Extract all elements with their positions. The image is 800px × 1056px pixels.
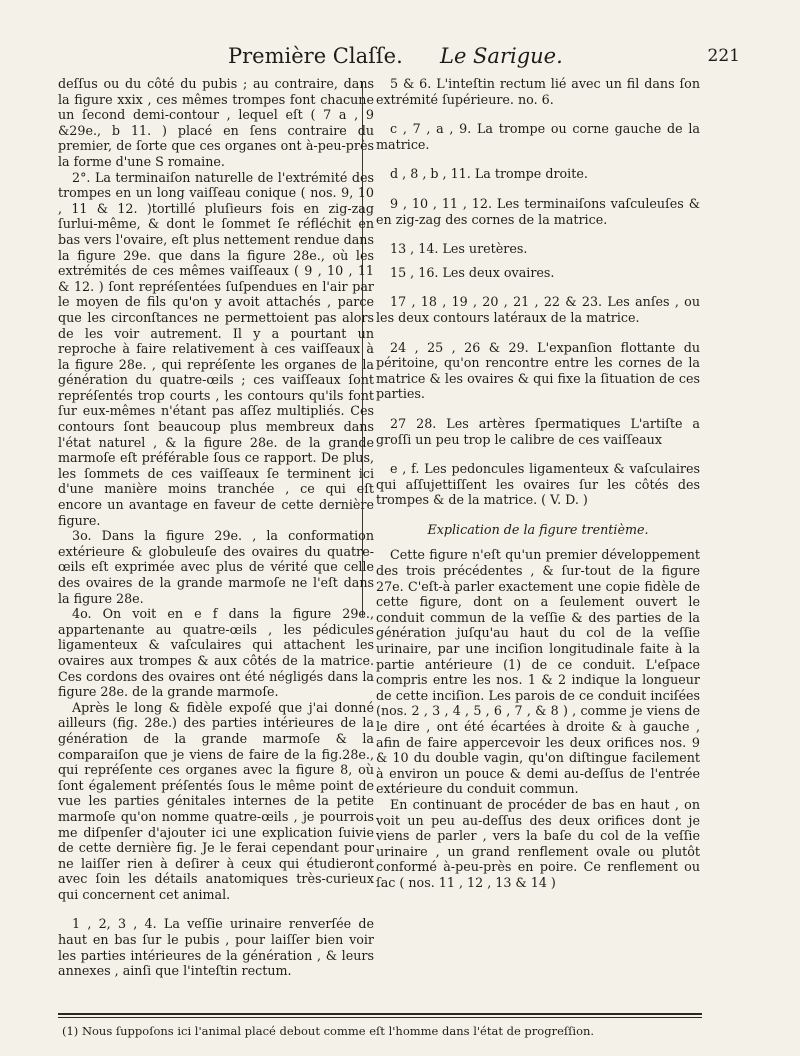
paragraph: En continuant de procéder de bas en haut , on voit un peu au-deſſus des deux orifices dont je viens de parler , vers la baſe du col de la veſſie urinaire , un grand renflement ovale ou plutôt conformé à-peu-près en poire. Ce renflement ou ſac ( nos. 11 , 12 , 13 & 14 ) [376, 796, 700, 890]
paragraph: 3o. Dans la figure 29e. , la conformation extérieure & globuleuſe des ovaires du quatre-œils eſt exprimée avec plus de vérité que celle des ovaires de la grande marmoſe ne l'eſt dans la figure 28e. [58, 528, 374, 606]
paragraph: 4o. On voit en e f dans la figure 29e., appartenante au quatre-œils , les pédicules ligamenteux & vaſculaires qui attachent les ovaires aux trompes & aux côtés de la matrice. Ces cordons des ovaires ont été négligés dans la figure 28e. de la grande marmoſe. [58, 606, 374, 700]
legend-item: 17 , 18 , 19 , 20 , 21 , 22 & 23. Les anſes , ou les deux contours latéraux de la matrice. [376, 294, 700, 325]
legend-item: 24 , 25 , 26 & 29. L'expanſion flottante du péritoine, qu'on rencontre entre les cornes de la matrice & les ovaires & qui fixe la ſituation de ces parties. [376, 339, 700, 402]
legend-item: c , 7 , a , 9. La trompe ou corne gauche de la matrice. [376, 121, 700, 152]
legend-item: 13 , 14. Les uretères. [390, 241, 528, 257]
footnote: (1) Nous ſuppoſons ici l'animal placé debout comme eſt l'homme dans l'état de progreſſion. [62, 1024, 595, 1038]
legend-item: e , f. Les pedoncules ligamenteux & vaſculaires qui aſſujettiſſent les ovaires ſur les côtés des trompes & de la matrice. ( V. D. ) [376, 461, 700, 508]
header-class-title: Première Claſſe. [228, 44, 403, 68]
section-title: Explication de la figure trentième. [427, 521, 649, 537]
legend-item: 27 28. Les artères ſpermatiques L'artiſte a groſſi un peu trop le calibre de ces vaiſſeaux [376, 415, 700, 447]
legend-item: 9 , 10 , 11 , 12. Les terminaiſons vaſculeuſes & en zig-zag des cornes de la matrice. [376, 195, 700, 227]
legend-item: d , 8 , b , 11. La trompe droite. [390, 166, 588, 182]
paragraph: deſſus ou du côté du pubis ; au contraire, dans la figure xxix , ces mêmes trompes font chacune un ſecond demi-contour , lequel eſt ( 7 a , 9 &29e., b 11. ) placé en ſens contraire du premier, de ſorte que ces organes ont à-peu-près la forme d'une S romaine. [58, 76, 374, 169]
header-animal-title: Le Sarigue. [440, 44, 563, 68]
right-column [376, 76, 700, 891]
paragraph: Après le long & fidèle expoſé que j'ai donné ailleurs (fig. 28e.) des parties intérieures de la génération de la grande marmoſe & la comparaiſon que je viens de faire de la fig.28e., qui repréſente ces organes avec la figure 8, où ſont également préſentés ſous le même point de vue les parties génitales internes de la petite marmoſe qu'on nomme quatre-œils , je pourrois me diſpenſer d'ajouter ici une explication ſuivie de cette dernière fig. Je le ferai cependant pour ne laiſſer rien à deſirer à ceux qui étudieront avec ſoin les détails anatomiques très-curieux qui concernent cet animal. [58, 699, 374, 902]
left-column [58, 76, 374, 979]
paragraph: Cette figure n'eſt qu'un premier développement des trois précédentes , & ſur-tout de la figure 27e. C'eſt-à parler exactement une copie fidèle de cette figure, dont on a ſeulement ouvert le conduit commun de la veſſie & des parties de la génération juſqu'au haut du col de la veſſie urinaire, par une inciſion longitudinale faite à la partie antérieure (1) de ce conduit. L'eſpace compris entre les nos. 1 & 2 indique la longueur de cette inciſion. Les parois de ce conduit inciſées (nos. 2 , 3 , 4 , 5 , 6 , 7 , & 8 ) , comme je viens de le dire , ont été écartées à droite & à gauche , afin de faire appercevoir les deux orifices nos. 9 & 10 du double vagin, qu'on diſtingue facilement à environ un pouce & demi au-deſſus de l'entrée extérieure du conduit commun. [376, 547, 700, 797]
running-header [60, 44, 740, 76]
paragraph: 2°. La terminaiſon naturelle de l'extrémité des trompes en un long vaiſſeau conique ( nos. 9, 10 , 11 & 12. )tortillé pluſieurs fois en zig-zag ſurlui-même, & dont le ſommet ſe réfléchit en bas vers l'ovaire, eſt plus nettement rendue dans la figure 29e. que dans la figure 28e., où les extrémités de ces mêmes vaiſſeaux ( 9 , 10 , 11 & 12. ) ſont repréſentées ſuſpendues en l'air par le moyen de fils qu'on y avoit attachés , parce que les circonſtances ne permettoient pas alors de les voir autrement. Il y a pourtant un reproche à faire relativement à ces vaiſſeaux à la figure 28e. , qui repréſente les organes de la génération du quatre-œils ; ces vaiſſeaux ſont repréſentés trop courts , les contours qu'ils font ſur eux-mêmes n'étant pas aſſez multipliés. Ces contours ſont beaucoup plus membreux dans l'état naturel , & la figure 28e. de la grande marmoſe eſt préférable ſous ce rapport. De plus, les ſommets de ces vaiſſeaux ſe terminent ici d'une manière moins tranchée , ce qui eſt encore un avantage en faveur de cette dernière figure. [58, 169, 374, 528]
legend-item: 15 , 16. Les deux ovaires. [390, 264, 555, 280]
footnote-rule-thin [58, 1017, 702, 1018]
page-number: 221 [707, 46, 740, 66]
footnote-rule [58, 1013, 702, 1015]
paragraph: 1 , 2, 3 , 4. La veſſie urinaire renverſée de haut en bas ſur le pubis , pour laiſſer bien voir les parties intérieures de la génération , & leurs annexes , ainſi que l'inteſtin rectum. [58, 916, 374, 979]
legend-item: 5 & 6. L'inteſtin rectum lié avec un fil dans ſon extrémité ſupérieure. no. 6. [376, 76, 700, 107]
